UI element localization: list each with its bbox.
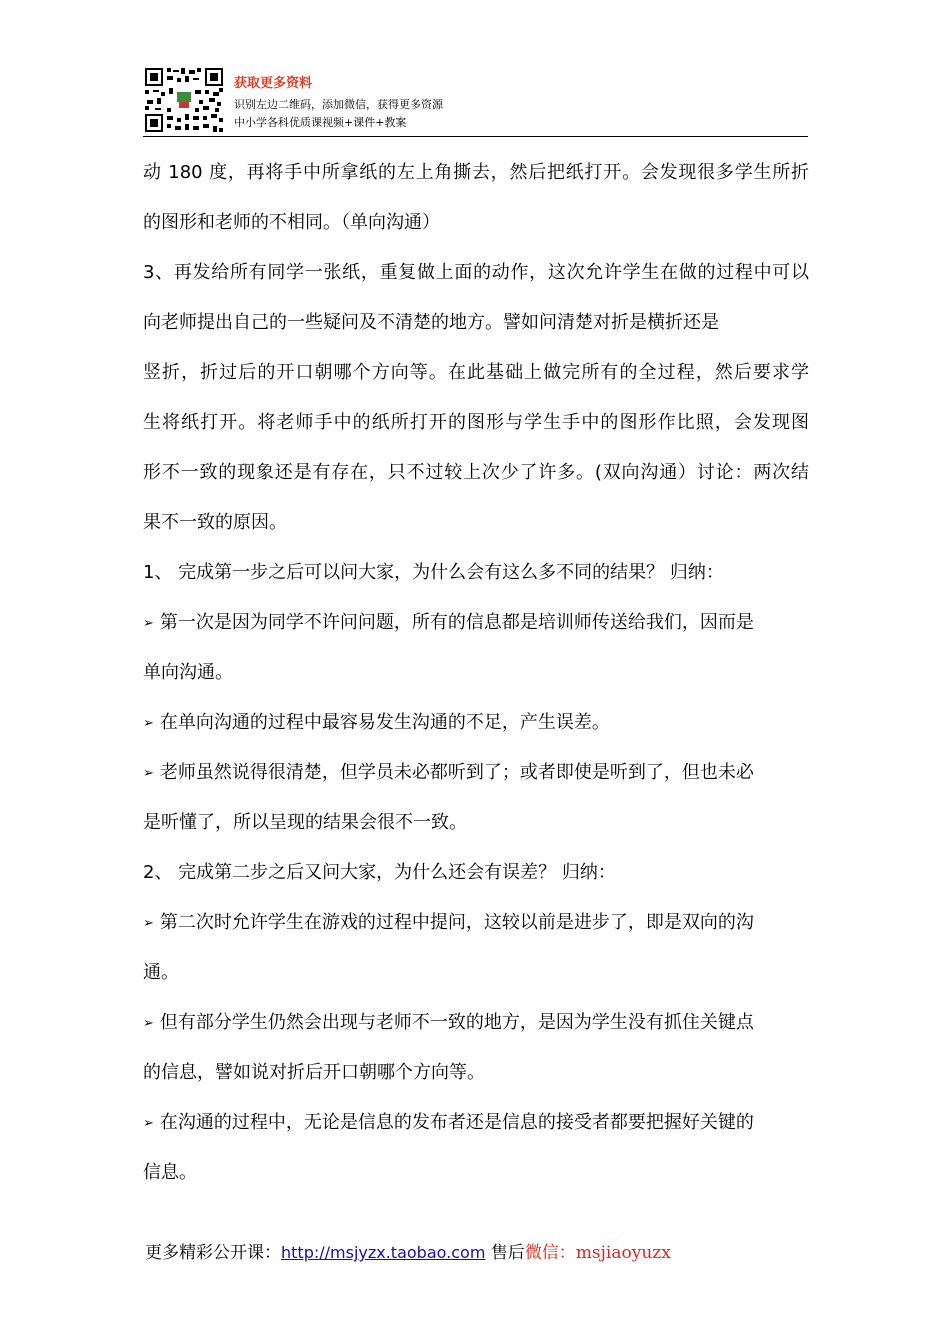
- header: [143, 66, 808, 138]
- text-line-content: 向老师提出自己的一些疑问及不清楚的地方。譬如问清楚对折是横折还是: [143, 312, 719, 333]
- text-line: [143, 354, 809, 404]
- text-line-content: 果不一致的原因。: [143, 512, 287, 533]
- qr-code-icon: [143, 66, 225, 134]
- text-line: [143, 304, 809, 354]
- text-line: [143, 1154, 809, 1204]
- footer-prefix: 更多精彩公开课：: [145, 1243, 281, 1263]
- text-line-content: 动 180 度，再将手中所拿纸的左上角撕去，然后把纸打开。会发现很多学生所折: [143, 162, 809, 183]
- text-line: [143, 254, 809, 304]
- arrow-bullet-icon: ➢: [143, 766, 154, 781]
- text-line-content: 的图形和老师的不相同。（单向沟通）: [143, 212, 440, 233]
- text-line-content: 生将纸打开。将老师手中的纸所打开的图形与学生手中的图形作比照，会发现图: [143, 412, 809, 433]
- text-line: [143, 604, 809, 654]
- arrow-bullet-icon: ➢: [143, 1116, 154, 1131]
- text-line-content: 第一次是因为同学不许问问题，所有的信息都是培训师传送给我们，因而是: [159, 612, 754, 633]
- text-line-content: 但有部分学生仍然会出现与老师不一致的地方，是因为学生没有抓住关键点: [159, 1012, 754, 1033]
- text-line: [143, 554, 809, 604]
- text-line-content: 3、再发给所有同学一张纸，重复做上面的动作，这次允许学生在做的过程中可以: [143, 262, 809, 283]
- text-line-content: 通。: [143, 962, 179, 983]
- footer-wechat-id: msjiaoyuzx: [575, 1243, 671, 1263]
- text-line: [143, 454, 809, 504]
- arrow-bullet-icon: ➢: [143, 916, 154, 931]
- text-line-content: 老师虽然说得很清楚，但学员未必都听到了；或者即使是听到了，但也未必: [159, 762, 754, 783]
- text-line-content: 竖折，折过后的开口朝哪个方向等。在此基础上做完所有的全过程，然后要求学: [143, 362, 809, 383]
- text-line-content: 形不一致的现象还是有存在，只不过较上次少了许多。(双向沟通）讨论：两次结: [143, 462, 809, 483]
- arrow-bullet-icon: ➢: [143, 616, 154, 631]
- text-line: [143, 1004, 809, 1054]
- footer-wechat-label: 微信：: [524, 1243, 576, 1263]
- text-line-content: 2、 完成第二步之后又问大家，为什么还会有误差？ 归纳：: [143, 862, 616, 883]
- text-line: [143, 154, 809, 204]
- footer-store-link[interactable]: http://msjyzx.taobao.com: [281, 1243, 486, 1262]
- text-line-content: 在沟通的过程中，无论是信息的发布者还是信息的接受者都要把握好关键的: [159, 1112, 754, 1133]
- text-line: [143, 654, 809, 704]
- text-line: [143, 504, 809, 554]
- header-title: 获取更多资料: [234, 76, 313, 91]
- footer-after-sales: 售后: [485, 1243, 525, 1263]
- text-line-content: 在单向沟通的过程中最容易发生沟通的不足，产生误差。: [159, 712, 610, 733]
- text-line: [143, 404, 809, 454]
- text-line: [143, 204, 809, 254]
- text-line: [143, 854, 809, 904]
- header-instruction: 识别左边二维码，添加微信，获得更多资源: [234, 98, 443, 111]
- text-line: [143, 1054, 809, 1104]
- arrow-bullet-icon: ➢: [143, 716, 154, 731]
- text-line: [143, 954, 809, 1004]
- text-line-content: 第二次时允许学生在游戏的过程中提问，这较以前是进步了，即是双向的沟: [159, 912, 754, 933]
- text-line-content: 信息。: [143, 1162, 197, 1183]
- arrow-bullet-icon: ➢: [143, 1016, 154, 1031]
- text-line: [143, 1104, 809, 1154]
- text-line-content: 是听懂了，所以呈现的结果会很不一致。: [143, 812, 467, 833]
- text-line: [143, 704, 809, 754]
- text-line-content: 1、 完成第一步之后可以问大家，为什么会有这么多不同的结果？ 归纳：: [143, 562, 724, 583]
- text-line: [143, 754, 809, 804]
- text-line: [143, 904, 809, 954]
- header-subtitle: 中小学各科优质课视频+课件+教案: [234, 116, 407, 129]
- text-line-content: 单向沟通。: [143, 662, 233, 683]
- text-line-content: 的信息，譬如说对折后开口朝哪个方向等。: [143, 1062, 485, 1083]
- footer: [145, 1238, 671, 1263]
- text-line: [143, 804, 809, 854]
- header-divider: [143, 136, 808, 137]
- document-body: [143, 154, 809, 1204]
